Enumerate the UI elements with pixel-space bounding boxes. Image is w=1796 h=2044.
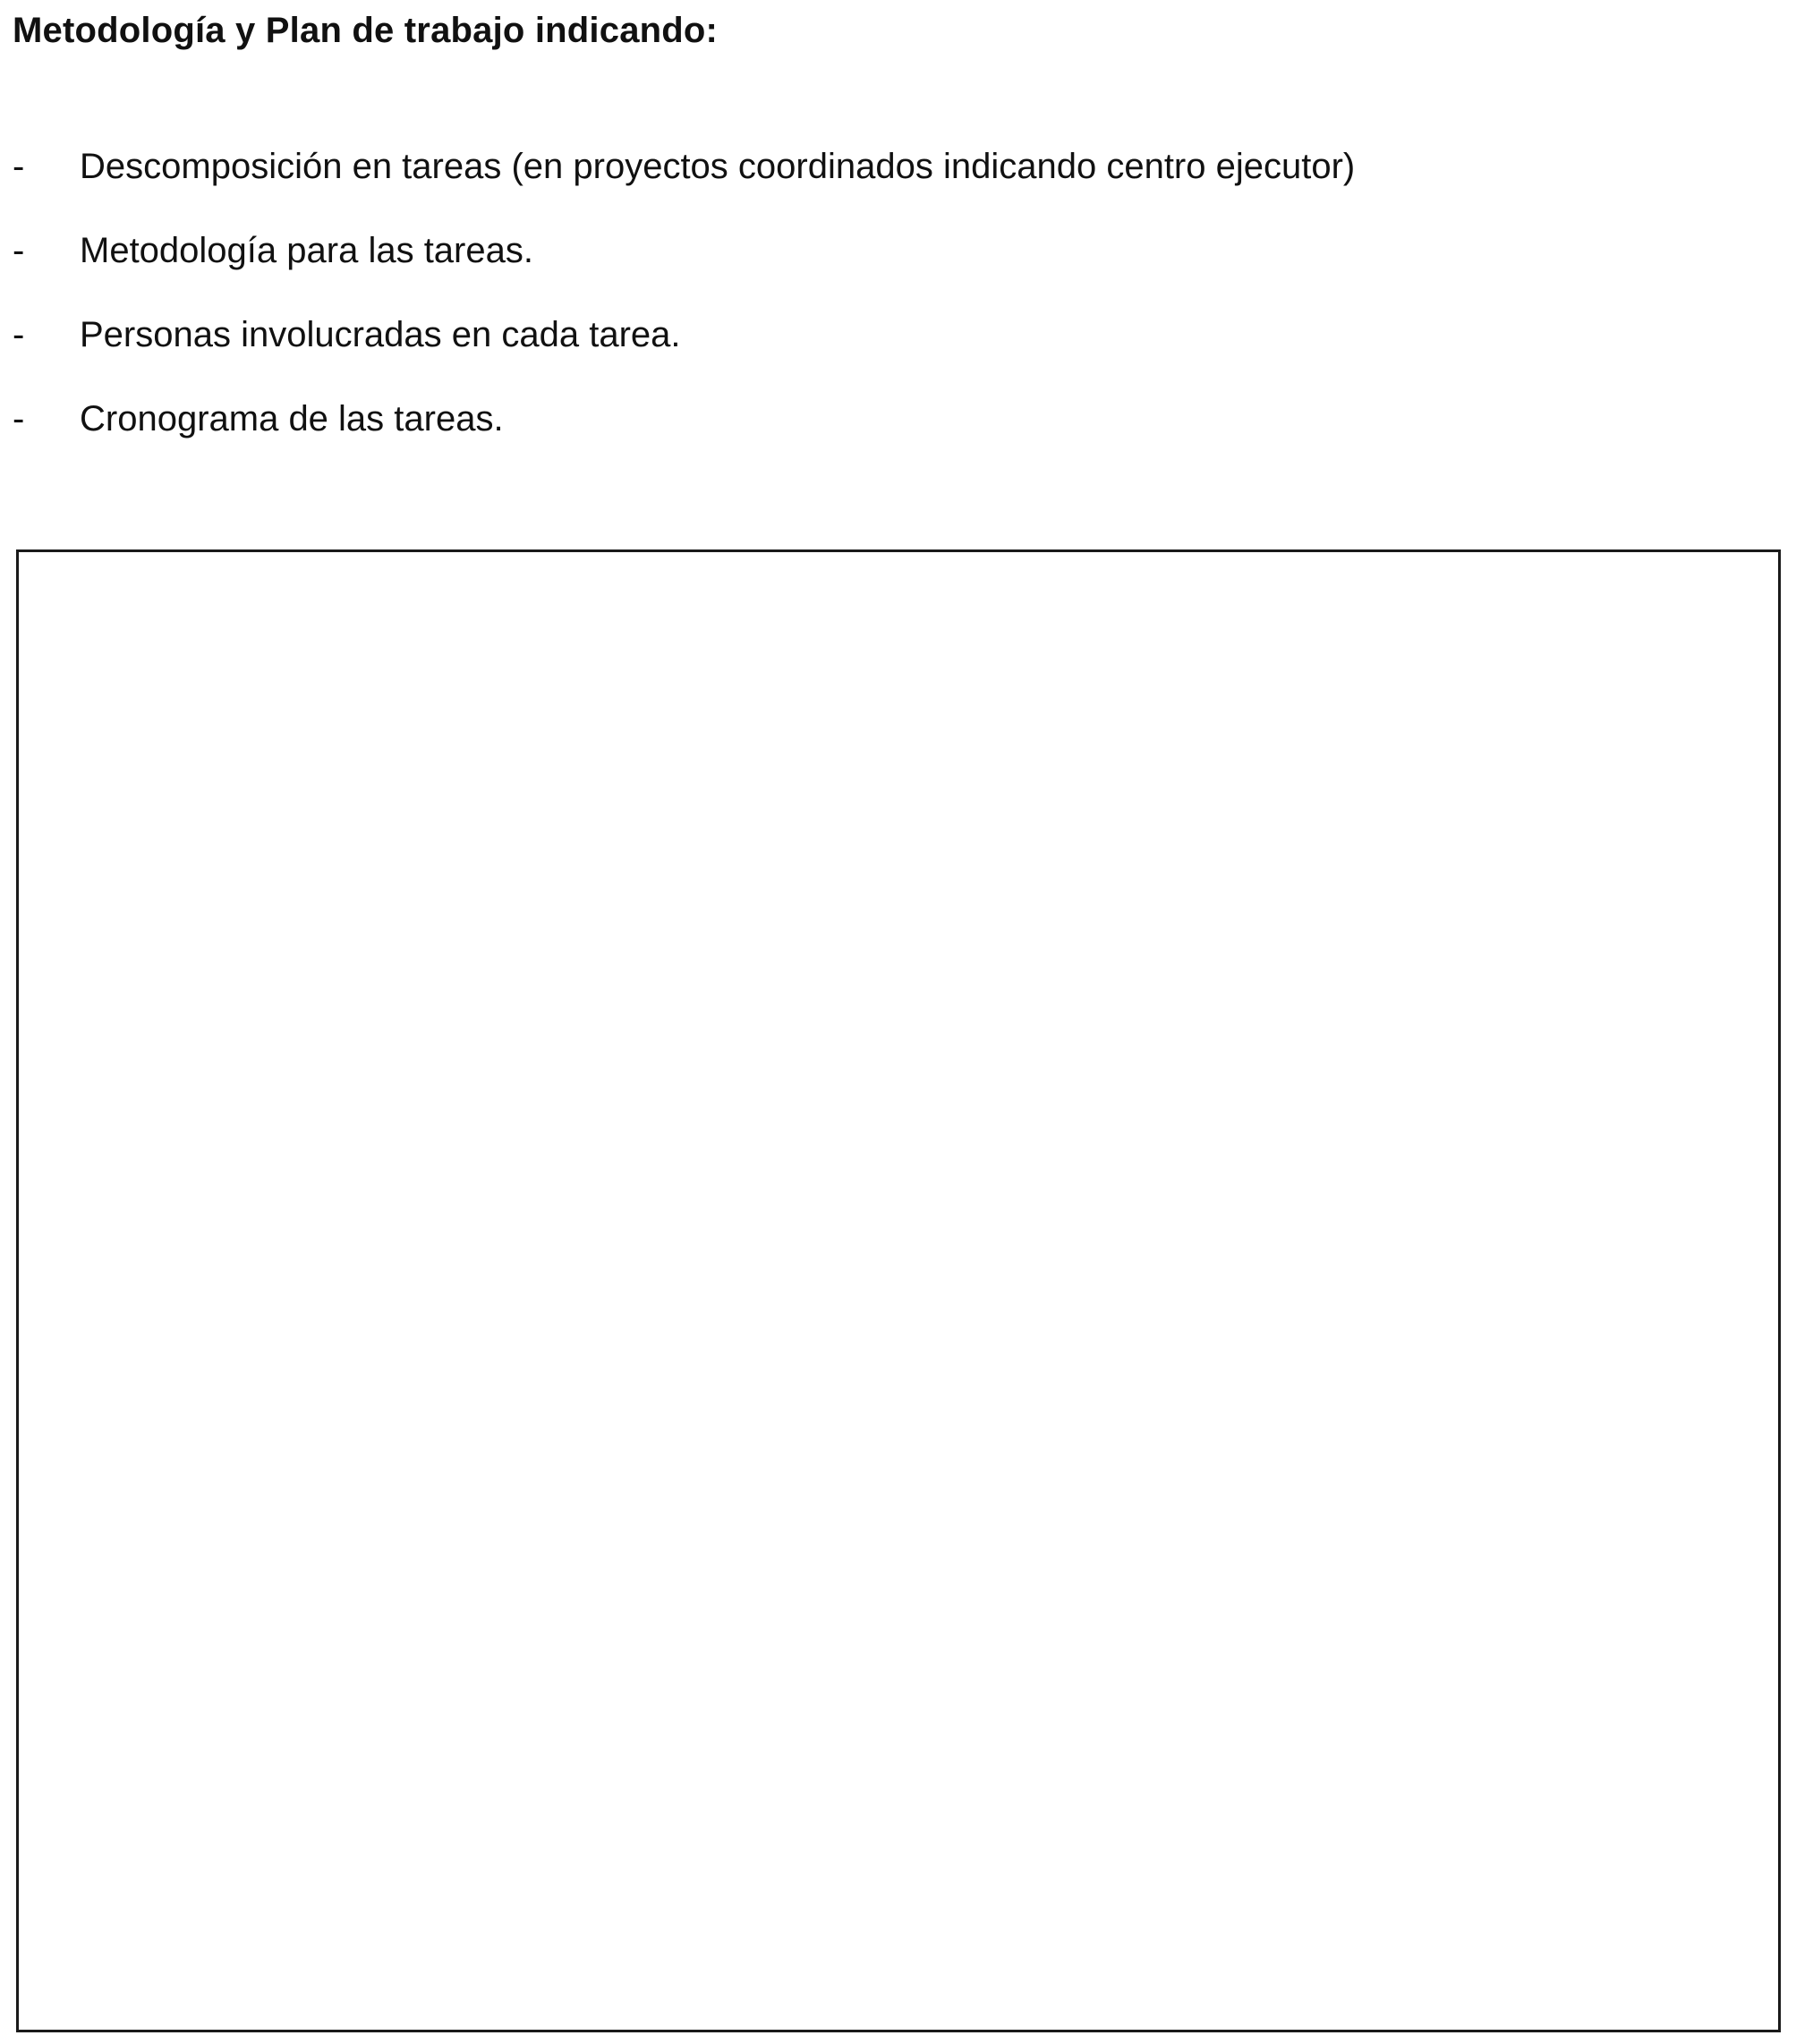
bullet-dash: - xyxy=(13,315,25,354)
bullet-dash: - xyxy=(13,399,25,439)
list-item-text: Descomposición en tareas (en proyectos coordinados indicando centro ejecutor) xyxy=(80,147,1356,186)
list-item-text: Personas involucradas en cada tarea. xyxy=(80,315,681,354)
list-item-text: Cronograma de las tareas. xyxy=(80,399,504,439)
list-item-text: Metodología para las tareas. xyxy=(80,231,533,270)
bullet-dash: - xyxy=(13,231,25,270)
section-heading: Metodología y Plan de trabajo indicando: xyxy=(13,11,719,50)
answer-box xyxy=(16,549,1781,2032)
bullet-dash: - xyxy=(13,147,25,186)
